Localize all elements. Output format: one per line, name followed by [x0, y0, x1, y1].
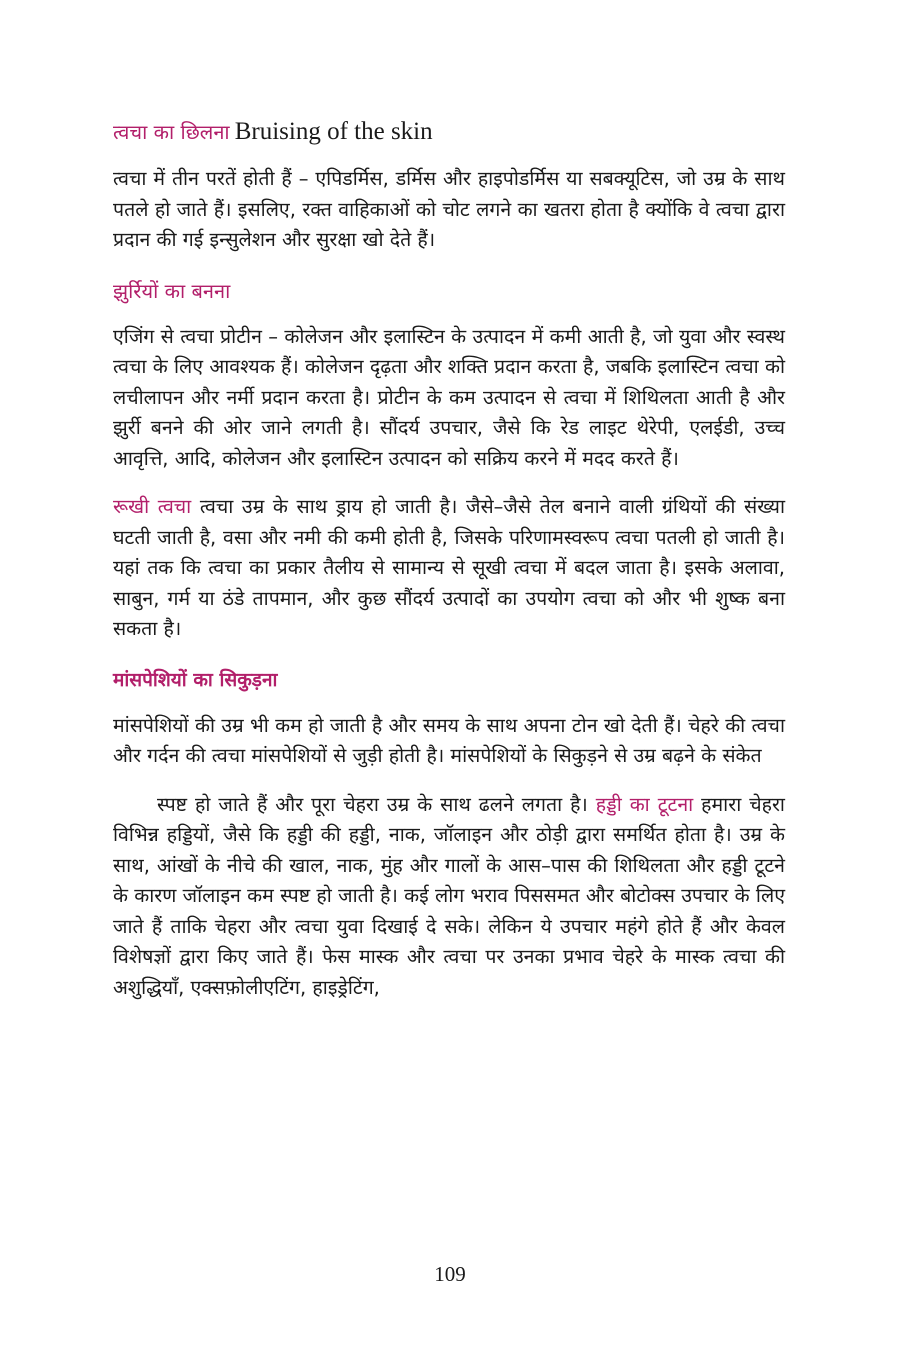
inline-heading-bone: हड्डी का टूटना — [595, 792, 694, 816]
heading-hindi: त्वचा का छिलना — [113, 120, 230, 144]
heading-english: Bruising of the skin — [234, 118, 433, 145]
paragraph-bone — [113, 790, 785, 1004]
page-content — [113, 112, 785, 1021]
section-heading-bruising — [113, 112, 785, 154]
paragraph-dry-skin-text: त्वचा उम्र के साथ ड्राय हो जाती है। जैसे–जैसे तेल बनाने वाली ग्रंथियों की संख्या घटती जाती है, वसा और नमी की कमी होती है, जिसके परिणामस्वरूप त्वचा पतली हो जाती है। यहां तक कि त्वचा का प्रकार तैलीय से सामान्य से सूखी त्वचा में बदल जाता है। इसके अलावा, साबुन, गर्म या ठंडे तापमान, और कुछ सौंदर्य उत्पादों का उपयोग त्वचा को और भी शुष्क बना सकता है। — [113, 495, 786, 640]
inline-heading-dry-skin: रूखी त्वचा — [113, 495, 192, 518]
paragraph-dry-skin — [113, 492, 785, 645]
page-number: 109 — [434, 1262, 466, 1286]
paragraph-bruising: त्वचा में तीन परतें होती हैं – एपिडर्मिस, डर्मिस और हाइपोडर्मिस या सबक्यूटिस, जो उम्र के साथ पतले हो जाते हैं। इसलिए, रक्त वाहिकाओं को चोट लगने का खतरा होता है क्योंकि वे त्वचा द्वारा प्रदान की गई इन्सुलेशन और सुरक्षा खो देते हैं। — [113, 167, 785, 251]
paragraph-wrinkles: एजिंग से त्वचा प्रोटीन – कोलेजन और इलास्टिन के उत्पादन में कमी आती है, जो युवा और स्वस्थ त्वचा के लिए आवश्यक हैं। कोलेजन दृढ़ता और शक्ति प्रदान करता है, जबकि इलास्टिन त्वचा को लचीलापन और नर्मी प्रदान करता है। प्रोटीन के कम उत्पादन से त्वचा में शिथिलता आती है और झुर्री बनने की ओर जाने लगती है। सौंदर्य उपचार, जैसे कि रेड लाइट थेरेपी, एलईडी, उच्च आवृत्ति, आदि, कोलेजन और इलास्टिन उत्पादन को सक्रिय करने में मदद करते हैं। — [113, 324, 785, 470]
paragraph-bone-intro: स्पष्ट हो जाते हैं और पूरा चेहरा उम्र के साथ ढलने लगता है। — [157, 792, 588, 816]
section-heading-wrinkles: झुर्रियों का बनना — [113, 278, 231, 303]
paragraph-bone-text: हमारा चेहरा विभिन्न हड्डियों, जैसे कि हड्डी की हड्डी, नाक, जॉलाइन और ठोड़ी द्वारा समर्थित होता है। उम्र के साथ, आंखों के नीचे की खाल, नाक, मुंह और गालों के आस–पास की शिथिलता और हड्डी टूटने के कारण जॉलाइन कम स्पष्ट हो जाती है। कई लोग भराव पिससमत और बोटोक्स उपचार के लिए जाते हैं ताकि चेहरा और त्वचा युवा दिखाई दे सके। लेकिन ये उपचार महंगे होते हैं और केवल विशेषज्ञों द्वारा किए जाते हैं। फेस मास्क और त्वचा पर उनका प्रभाव चेहरे के मास्क त्वचा की अशुद्धियाँ, एक्सफ़ोलीएटिंग, हाइड्रेटिंग, — [113, 792, 785, 999]
section-heading-muscle: मांसपेशियों का सिकुड़ना — [113, 668, 278, 691]
paragraph-muscle: मांसपेशियों की उम्र भी कम हो जाती है और समय के साथ अपना टोन खो देती हैं। चेहरे की त्वचा और गर्दन की त्वचा मांसपेशियों से जुड़ी होती है। मांसपेशियों के सिकुड़ने से उम्र बढ़ने के संकेत — [113, 713, 785, 767]
